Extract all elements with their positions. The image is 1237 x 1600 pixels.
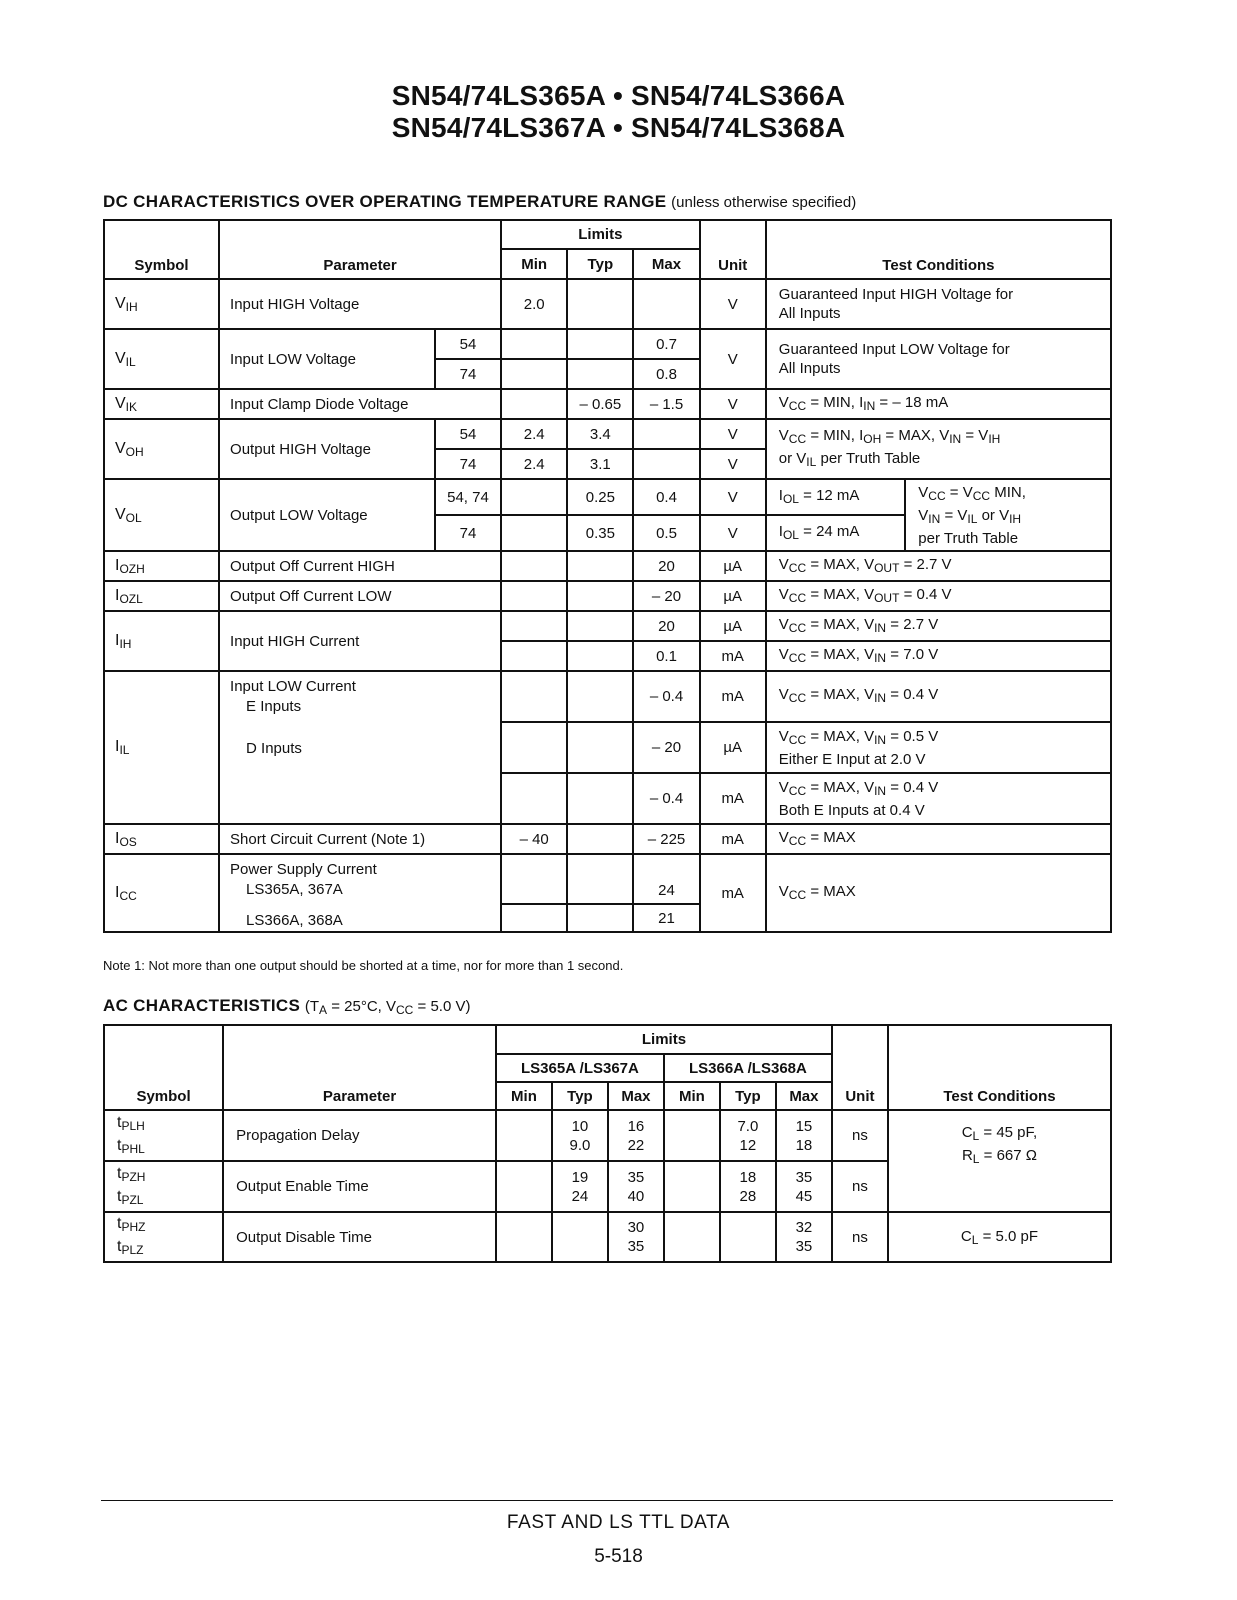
- param-propagation-delay: Propagation Delay: [223, 1110, 496, 1161]
- voh-typ-54: 3.4: [567, 419, 633, 449]
- vik-test: $V_{CC}$ = MIN, $I_{IN}$ = – 18 mA: [766, 389, 1111, 419]
- oe-typ2: 18 28: [720, 1161, 776, 1212]
- dc-header-max: Max: [633, 249, 699, 279]
- table-row: [104, 854, 1111, 904]
- icc-unit: mA: [700, 854, 766, 932]
- param-output-enable-time: Output Enable Time: [223, 1161, 496, 1212]
- voh-unit-74: V: [700, 449, 766, 479]
- ac-header-test: Test Conditions: [888, 1025, 1111, 1110]
- document-title-line2: SN54/74LS367A • SN54/74LS368A: [391, 112, 846, 143]
- dc-characteristics-table: [103, 219, 1112, 933]
- od-max1: 30 35: [608, 1212, 664, 1262]
- iil-unit-2: µA: [700, 722, 766, 773]
- iozh-test: $V_{CC}$ = MAX, $V_{OUT} = 2.7$ V: [766, 551, 1111, 581]
- symbol-iozl: $I_{OZL}$: [104, 581, 219, 611]
- symbol-voh: $V_{OH}$: [104, 419, 219, 479]
- dc-header-test: Test Conditions: [766, 220, 1111, 279]
- vil-max-74: 0.8: [633, 359, 699, 389]
- vil-dev-74: 74: [435, 359, 501, 389]
- iozl-test: $V_{CC}$ = MAX, $V_{OUT} = 0.4$ V: [766, 581, 1111, 611]
- dc-heading-note: (unless otherwise specified): [671, 194, 857, 211]
- param-vik: Input Clamp Diode Voltage: [219, 389, 501, 419]
- vih-unit: V: [700, 279, 766, 329]
- dc-heading-text: DC CHARACTERISTICS OVER OPERATING TEMPERATURE RANGE: [103, 192, 667, 211]
- iozh-unit: µA: [700, 551, 766, 581]
- symbol-vik: $V_{IK}$: [104, 389, 219, 419]
- table-row: [104, 419, 1111, 449]
- dc-footnote: Note 1: Not more than one output should be shorted at a time, nor for more than 1 second.: [103, 958, 624, 973]
- vol-max-1: 0.4: [633, 479, 699, 515]
- pd-typ2: 7.0 12: [720, 1110, 776, 1161]
- table-row: [104, 551, 1111, 581]
- param-ios: Short Circuit Current (Note 1): [219, 824, 501, 854]
- symbol-vih: $V_{IH}$: [104, 279, 219, 329]
- vik-max: – 1.5: [633, 389, 699, 419]
- param-iil: Input LOW Current E Inputs D Inputs: [219, 671, 501, 824]
- symbol-iil: $I_{IL}$: [104, 671, 219, 824]
- oe-typ1: 19 24: [552, 1161, 608, 1212]
- od-unit: ns: [832, 1212, 888, 1262]
- icc-max-2: 21: [633, 904, 699, 932]
- ac-heading-conditions: ($T_A = 25^\circ C$, $V_{CC} = 5.0$ V): [304, 998, 471, 1017]
- dc-header-symbol: Symbol: [104, 220, 219, 279]
- pd-max1: 16 22: [608, 1110, 664, 1161]
- table-row: [104, 389, 1111, 419]
- symbol-iih: $I_{IH}$: [104, 611, 219, 671]
- ac-header-typ1: Typ: [552, 1082, 608, 1110]
- ac-test-cond-load: $C_L = 45$ pF, $R_L = 667$ Ω: [888, 1110, 1111, 1212]
- oe-unit: ns: [832, 1161, 888, 1212]
- oe-max1: 35 40: [608, 1161, 664, 1212]
- ac-characteristics-table: [103, 1024, 1112, 1263]
- voh-test: $V_{CC}$ = MIN, $I_{OH}$ = MAX, $V_{IN} = V_{IH}$ or $V_{IL}$ per Truth Table: [766, 419, 1111, 479]
- dc-header-typ: Typ: [567, 249, 633, 279]
- iih-test-2: $V_{CC}$ = MAX, $V_{IN} = 7.0$ V: [766, 641, 1111, 671]
- param-iil-d-inputs: D Inputs: [246, 740, 302, 757]
- dc-header-limits: Limits: [501, 220, 700, 249]
- ios-test: $V_{CC}$ = MAX: [766, 824, 1111, 854]
- vol-unit-2: V: [700, 515, 766, 551]
- table-row: [104, 1110, 1111, 1161]
- footer-divider: [101, 1500, 1113, 1501]
- page-number: 5-518: [594, 1546, 643, 1567]
- vih-min: 2.0: [501, 279, 567, 329]
- symbol-vil: $V_{IL}$: [104, 329, 219, 389]
- symbol-ios: $I_{OS}$: [104, 824, 219, 854]
- vil-unit: V: [700, 329, 766, 389]
- iih-test-1: $V_{CC}$ = MAX, $V_{IN} = 2.7$ V: [766, 611, 1111, 641]
- ac-header-limits: Limits: [496, 1025, 832, 1054]
- vol-dev-5474: 54, 74: [435, 479, 501, 515]
- vik-typ: – 0.65: [567, 389, 633, 419]
- vol-iol-24: $I_{OL} = 24$ mA: [766, 515, 905, 551]
- param-iih: Input HIGH Current: [219, 611, 501, 671]
- dc-header-min: Min: [501, 249, 567, 279]
- iozl-unit: µA: [700, 581, 766, 611]
- symbol-tplh-tphl: $t_{PLH}$ $t_{PHL}$: [104, 1110, 223, 1161]
- pd-unit: ns: [832, 1110, 888, 1161]
- vol-typ-2: 0.35: [567, 515, 633, 551]
- symbol-vol: $V_{OL}$: [104, 479, 219, 551]
- vol-max-2: 0.5: [633, 515, 699, 551]
- iozl-max: – 20: [633, 581, 699, 611]
- pd-max2: 15 18: [776, 1110, 832, 1161]
- vil-test: Guaranteed Input LOW Voltage for All Inputs: [766, 329, 1111, 389]
- voh-dev-54: 54: [435, 419, 501, 449]
- param-iozl: Output Off Current LOW: [219, 581, 501, 611]
- vih-test: Guaranteed Input HIGH Voltage for All Inputs: [766, 279, 1111, 329]
- param-vol: Output LOW Voltage: [219, 479, 435, 551]
- iil-test-2: $V_{CC}$ = MAX, $V_{IN} = 0.5$ V Either E Input at 2.0 V: [766, 722, 1111, 773]
- document-title-line1: SN54/74LS365A • SN54/74LS366A: [391, 80, 846, 111]
- table-row: [104, 581, 1111, 611]
- pd-typ1: 10 9.0: [552, 1110, 608, 1161]
- table-row: [104, 611, 1111, 641]
- ac-header-symbol: Symbol: [104, 1025, 223, 1110]
- symbol-tpzh-tpzl: $t_{PZH}$ $t_{PZL}$: [104, 1161, 223, 1212]
- voh-unit-54: V: [700, 419, 766, 449]
- table-row: [104, 329, 1111, 359]
- footer-title: FAST AND LS TTL DATA: [506, 1512, 731, 1533]
- dc-header-parameter: Parameter: [219, 220, 501, 279]
- param-icc-1: LS365A, 367A: [246, 881, 343, 898]
- table-row: [104, 671, 1111, 722]
- iih-unit-1: µA: [700, 611, 766, 641]
- iil-unit-3: mA: [700, 773, 766, 824]
- vol-test-cond: $V_{CC} = V_{CC}$ MIN, $V_{IN} = V_{IL}$ or $V_{IH}$ per Truth Table: [905, 479, 1111, 551]
- ac-section-heading: [103, 996, 470, 1017]
- iil-unit-1: mA: [700, 671, 766, 722]
- iil-max-1: – 0.4: [633, 671, 699, 722]
- iil-max-2: – 20: [633, 722, 699, 773]
- iil-test-3: $V_{CC}$ = MAX, $V_{IN} = 0.4$ V Both E Inputs at 0.4 V: [766, 773, 1111, 824]
- vol-dev-74: 74: [435, 515, 501, 551]
- table-row: [104, 479, 1111, 515]
- ac-test-cond-disable: $C_L = 5.0$ pF: [888, 1212, 1111, 1262]
- icc-max-1: 24: [633, 854, 699, 904]
- vol-typ-1: 0.25: [567, 479, 633, 515]
- iih-unit-2: mA: [700, 641, 766, 671]
- symbol-iozh: $I_{OZH}$: [104, 551, 219, 581]
- iil-max-3: – 0.4: [633, 773, 699, 824]
- param-iil-e-inputs: E Inputs: [246, 698, 302, 715]
- table-row: [104, 1212, 1111, 1262]
- dc-header-unit: Unit: [700, 220, 766, 279]
- param-icc: Power Supply Current LS365A, 367A LS366A, 368A: [219, 854, 501, 932]
- param-vil: Input LOW Voltage: [219, 329, 435, 389]
- voh-typ-74: 3.1: [567, 449, 633, 479]
- ac-header-group2: LS366A /LS368A: [664, 1054, 832, 1082]
- ac-header-min2: Min: [664, 1082, 720, 1110]
- vol-unit-1: V: [700, 479, 766, 515]
- ac-header-typ2: Typ: [720, 1082, 776, 1110]
- dc-section-heading: [103, 192, 856, 212]
- ac-header-parameter: Parameter: [223, 1025, 496, 1110]
- ios-min: – 40: [501, 824, 567, 854]
- table-row: [104, 824, 1111, 854]
- param-iozh: Output Off Current HIGH: [219, 551, 501, 581]
- symbol-tphz-tplz: $t_{PHZ}$ $t_{PLZ}$: [104, 1212, 223, 1262]
- param-output-disable-time: Output Disable Time: [223, 1212, 496, 1262]
- ac-header-group1: LS365A /LS367A: [496, 1054, 664, 1082]
- ac-header-min1: Min: [496, 1082, 552, 1110]
- iil-test-1: $V_{CC}$ = MAX, $V_{IN} = 0.4$ V: [766, 671, 1111, 722]
- vil-max-54: 0.7: [633, 329, 699, 359]
- iozh-max: 20: [633, 551, 699, 581]
- vol-iol-12: $I_{OL} = 12$ mA: [766, 479, 905, 515]
- ac-header-max1: Max: [608, 1082, 664, 1110]
- ios-max: – 225: [633, 824, 699, 854]
- od-max2: 32 35: [776, 1212, 832, 1262]
- ac-header-unit: Unit: [832, 1025, 888, 1110]
- voh-min-74: 2.4: [501, 449, 567, 479]
- vil-dev-54: 54: [435, 329, 501, 359]
- param-vih: Input HIGH Voltage: [219, 279, 501, 329]
- voh-min-54: 2.4: [501, 419, 567, 449]
- symbol-icc: $I_{CC}$: [104, 854, 219, 932]
- ac-heading-text: AC CHARACTERISTICS: [103, 996, 301, 1015]
- voh-dev-74: 74: [435, 449, 501, 479]
- oe-max2: 35 45: [776, 1161, 832, 1212]
- icc-test: $V_{CC}$ = MAX: [766, 854, 1111, 932]
- table-row: [104, 279, 1111, 329]
- iih-max-1: 20: [633, 611, 699, 641]
- vik-unit: V: [700, 389, 766, 419]
- param-icc-2: LS366A, 368A: [246, 912, 343, 929]
- ac-header-max2: Max: [776, 1082, 832, 1110]
- ios-unit: mA: [700, 824, 766, 854]
- param-voh: Output HIGH Voltage: [219, 419, 435, 479]
- iih-max-2: 0.1: [633, 641, 699, 671]
